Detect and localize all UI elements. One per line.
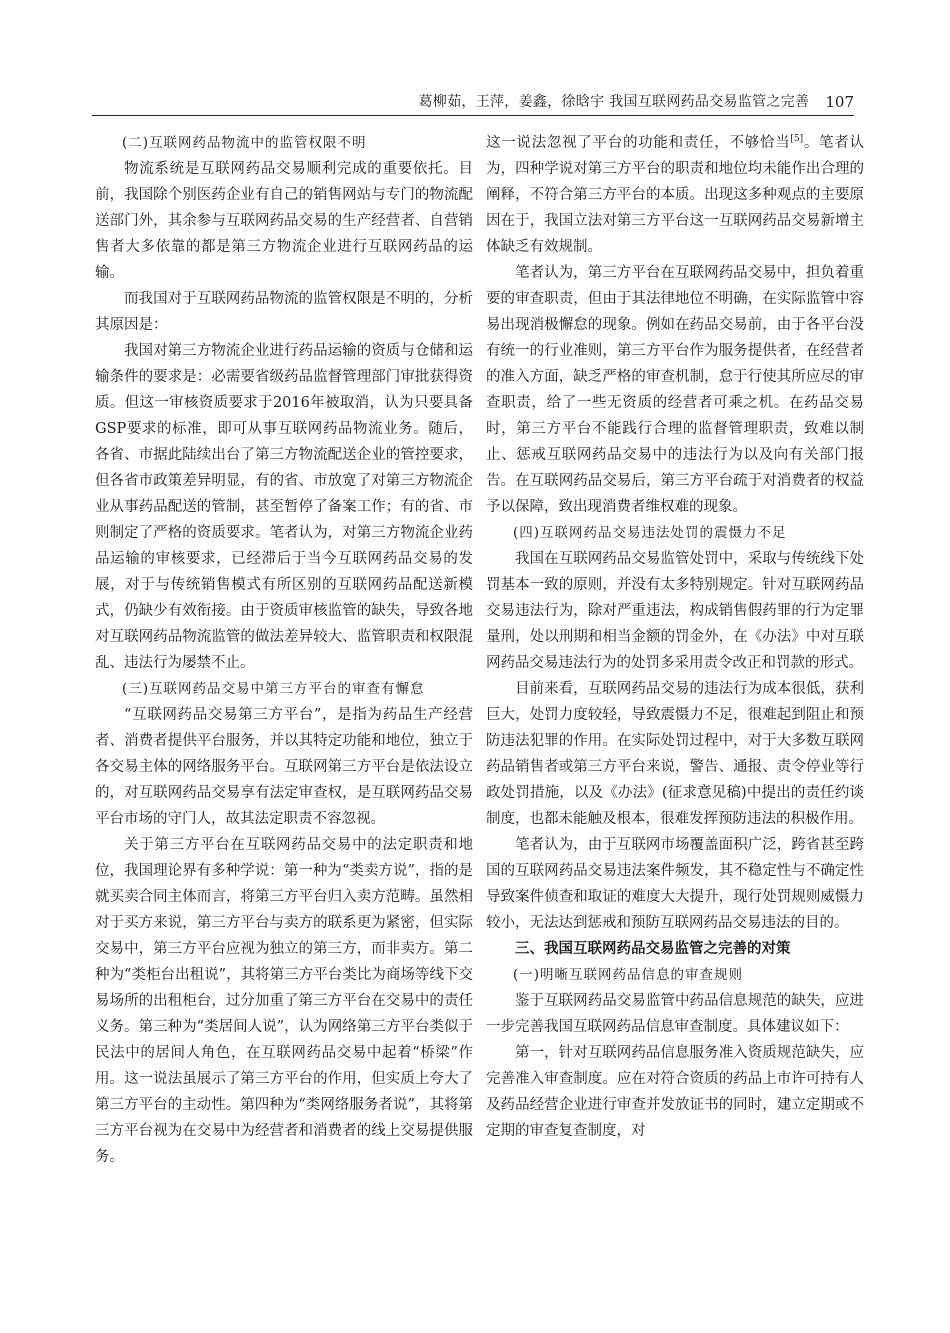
subsection-heading-4: (四)互联网药品交易违法处罚的震慑力不足 <box>513 525 787 541</box>
citation-ref: [5] <box>790 134 804 145</box>
page-number: 107 <box>825 93 854 111</box>
paragraph <box>486 130 864 260</box>
paragraph: 笔者认为，由于互联网市场覆盖面积广泛，跨省甚至跨国的互联网药品交易违法案件频发，其不稳定性与不确定性导致案件侦查和取证的难度大大提升，现行处罚规则威慑力较小，无法达到惩戒和预防互联网药品交易违法的目的。 <box>486 837 864 931</box>
paragraph: 目前来看，互联网药品交易的违法行为成本很低，获利巨大，处罚力度较轻，导致震慑力不足，很难起到阻止和预防违法犯罪的作用。在实际处罚过程中，对于大多数互联网药品销售者或第三方平台来说，警告、通报、责令停业等行政处罚措施，以及《办法》(征求意见稿)中提出的责任约谈制度，也都未能触及根本，很难发挥预防违法的积极作用。 <box>486 681 864 827</box>
paragraph: 关于第三方平台在互联网药品交易中的法定职责和地位，我国理论界有多种学说：第一种为“类卖方说”，指的是就买卖合同主体而言，将第三方平台归入卖方范畴。虽然相对于买方来说，第三方平台与卖方的联系更为紧密，但实际交易中，第三方平台应视为独立的第三方，而非卖方。第二种为“类柜台出租说”，其将第三方平台类比为商场等线下交易场所的出租柜台，过分加重了第三方平台在交易中的责任义务。第三种为“类居间人说”，认为网络第三方平台类似于民法中的居间人角色，在互联网药品交易中起着“桥梁”作用。这一说法虽展示了第三方平台的作用，但实质上夸大了第三方平台的主动性。第四种为“类网络服务者说”，其将第三方平台视为在交易中为经营者和消费者的线上交易提供服务。 <box>95 837 473 1165</box>
running-header <box>92 88 854 116</box>
right-column <box>486 130 864 1144</box>
running-title: 葛柳茹，王萍，姜鑫，徐晗宇 我国互联网药品交易监管之完善 <box>418 94 810 110</box>
paragraph: 我国对第三方物流企业进行药品运输的资质与仓储和运输条件的要求是：必需要省级药品监督管理部门审批获得资质。但这一审核资质要求于2016年被取消，认为只要具备GSP要求的标准，即可从事互联网药品物流业务。随后，各省、市据此陆续出台了第三方物流配送企业的管控要求，但各省市政策差异明显，有的省、市放宽了对第三方物流企业从事药品配送的管制，甚至暂停了备案工作；有的省、市则制定了严格的资质要求。笔者认为，对第三方物流企业药品运输的审核要求，已经滞后于当今互联网药品交易的发展，对于与传统销售模式有所区别的互联网药品配送新模式，仍缺少有效衔接。由于资质审核监管的缺失，导致各地对互联网药品物流监管的做法差异较大、监管职责和权限混乱、违法行为屡禁不止。 <box>95 343 473 671</box>
paragraph: 鉴于互联网药品交易监管中药品信息规范的缺失，应进一步完善我国互联网药品信息审查制度。具体建议如下： <box>486 993 864 1035</box>
section-heading-3: 三、我国互联网药品交易监管之完善的对策 <box>515 940 791 957</box>
paragraph: “互联网药品交易第三方平台”，是指为药品生产经营者、消费者提供平台服务，并以其特定功能和地位，独立于各交易主体的网络服务平台。互联网第三方平台是依法设立的，对互联网药品交易享有法定审查权，是互联网药品交易平台市场的守门人，故其法定职责不容忽视。 <box>95 707 473 827</box>
paragraph: 物流系统是互联网药品交易顺利完成的重要依托。目前，我国除个别医药企业有自己的销售网站与专门的物流配送部门外，其余参与互联网药品交易的生产经营者、自营销售者大多依靠的都是第三方物流企业进行互联网药品的运输。 <box>95 161 473 281</box>
paragraph: 第一，针对互联网药品信息服务准入资质规范缺失，应完善准入审查制度。应在对符合资质的药品上市许可持有人及药品经营企业进行审查并发放证书的同时，建立定期或不定期的审查复查制度，对 <box>486 1045 864 1139</box>
paragraph: 而我国对于互联网药品物流的监管权限是不明的，分析其原因是： <box>95 291 473 333</box>
subsection-heading-3: (三)互联网药品交易中第三方平台的审查有懈怠 <box>122 681 425 697</box>
subsection-heading-2: (二)互联网药品物流中的监管权限不明 <box>122 135 367 151</box>
paragraph-text: 。笔者认为，四种学说对第三方平台的职责和地位均未能作出合理的阐释，不符合第三方平台的本质。出现这多种观点的主要原因在于，我国立法对第三方平台这一互联网药品交易新增主体缺乏有效规制。 <box>486 135 864 255</box>
left-column <box>95 130 473 1170</box>
paragraph-text: 这一说法忽视了平台的功能和责任，不够恰当 <box>486 135 791 151</box>
subsection-heading-1: (一)明晰互联网药品信息的审查规则 <box>513 967 744 983</box>
paragraph: 笔者认为，第三方平台在互联网药品交易中，担负着重要的审查职责，但由于其法律地位不明确，在实际监管中容易出现消极懈怠的现象。例如在药品交易前，由于各平台没有统一的行业准则，第三方平台作为服务提供者，在经营者的准入方面，缺乏严格的审查机制，怠于行使其所应尽的审查职责，给了一些无资质的经营者可乘之机。在药品交易时，第三方平台不能践行合理的监督管理职责，致难以制止、惩戒互联网药品交易中的违法行为以及向有关部门报告。在互联网药品交易后，第三方平台疏于对消费者的权益予以保障，致出现消费者维权难的现象。 <box>486 265 864 515</box>
paragraph: 我国在互联网药品交易监管处罚中，采取与传统线下处罚基本一致的原则，并没有太多特别规定。针对互联网药品交易违法行为，除对严重违法，构成销售假药罪的行为定罪量刑，处以刑期和相当金额的罚金外，在《办法》中对互联网药品交易违法行为的处罚多采用责令改正和罚款的形式。 <box>486 551 864 671</box>
